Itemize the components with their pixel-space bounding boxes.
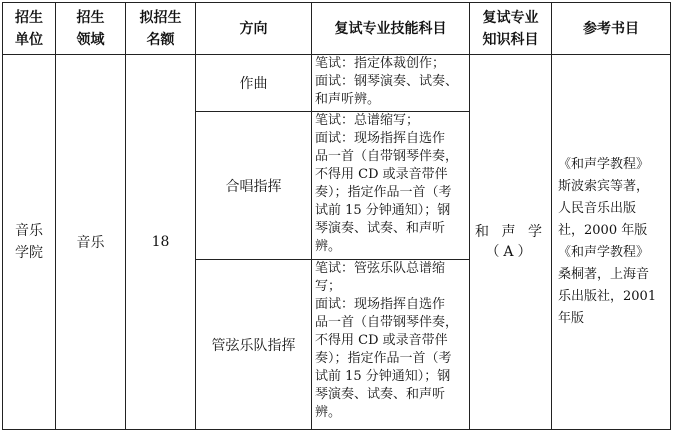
table-row (3, 55, 671, 112)
cell-skills-choral: 笔试：总谱缩写； 面试：现场指挥自选作 品一首（自带钢琴伴奏， 不得用 CD 或录音带伴 奏）；指定作品一首（考 试前 15 分钟通知）；钢 琴演奏、试奏、和声听 辨。 (312, 112, 470, 260)
cell-field: 音乐 (56, 55, 126, 430)
cell-unit: 音乐 学院 (3, 55, 56, 430)
cell-direction-choral: 合唱指挥 (196, 112, 312, 260)
admission-table (2, 2, 671, 430)
header-row (3, 3, 671, 55)
header-direction: 方向 (196, 3, 312, 55)
cell-direction-composition: 作曲 (196, 55, 312, 112)
cell-quota: 18 (126, 55, 196, 430)
header-unit: 招生 单位 (3, 3, 56, 55)
cell-skills-orchestral: 笔试：管弦乐队总谱缩 写； 面试：现场指挥自选作 品一首（自带钢琴伴奏， 不得用 CD 或录音带伴 奏）；指定作品一首（考 试前 15 分钟通知）；钢 琴演奏、试奏、和声听 辨。 (312, 260, 470, 430)
cell-skills-composition: 笔试：指定体裁创作； 面试：钢琴演奏、试奏、 和声听辨。 (312, 55, 470, 112)
header-quota: 拟招生 名额 (126, 3, 196, 55)
header-books: 参考书目 (552, 3, 671, 55)
cell-direction-orchestral: 管弦乐队指挥 (196, 260, 312, 430)
header-skills: 复试专业技能科目 (312, 3, 470, 55)
cell-knowledge: 和 声 学 （A） (470, 55, 552, 430)
header-knowledge: 复试专业 知识科目 (470, 3, 552, 55)
header-field: 招生 领域 (56, 3, 126, 55)
cell-books: 《和声学教程》 斯波索宾等著， 人民音乐出版 社，2000 年版 《和声学教程》 桑桐著，上海音 乐出版社，2001 年版 (552, 55, 671, 430)
